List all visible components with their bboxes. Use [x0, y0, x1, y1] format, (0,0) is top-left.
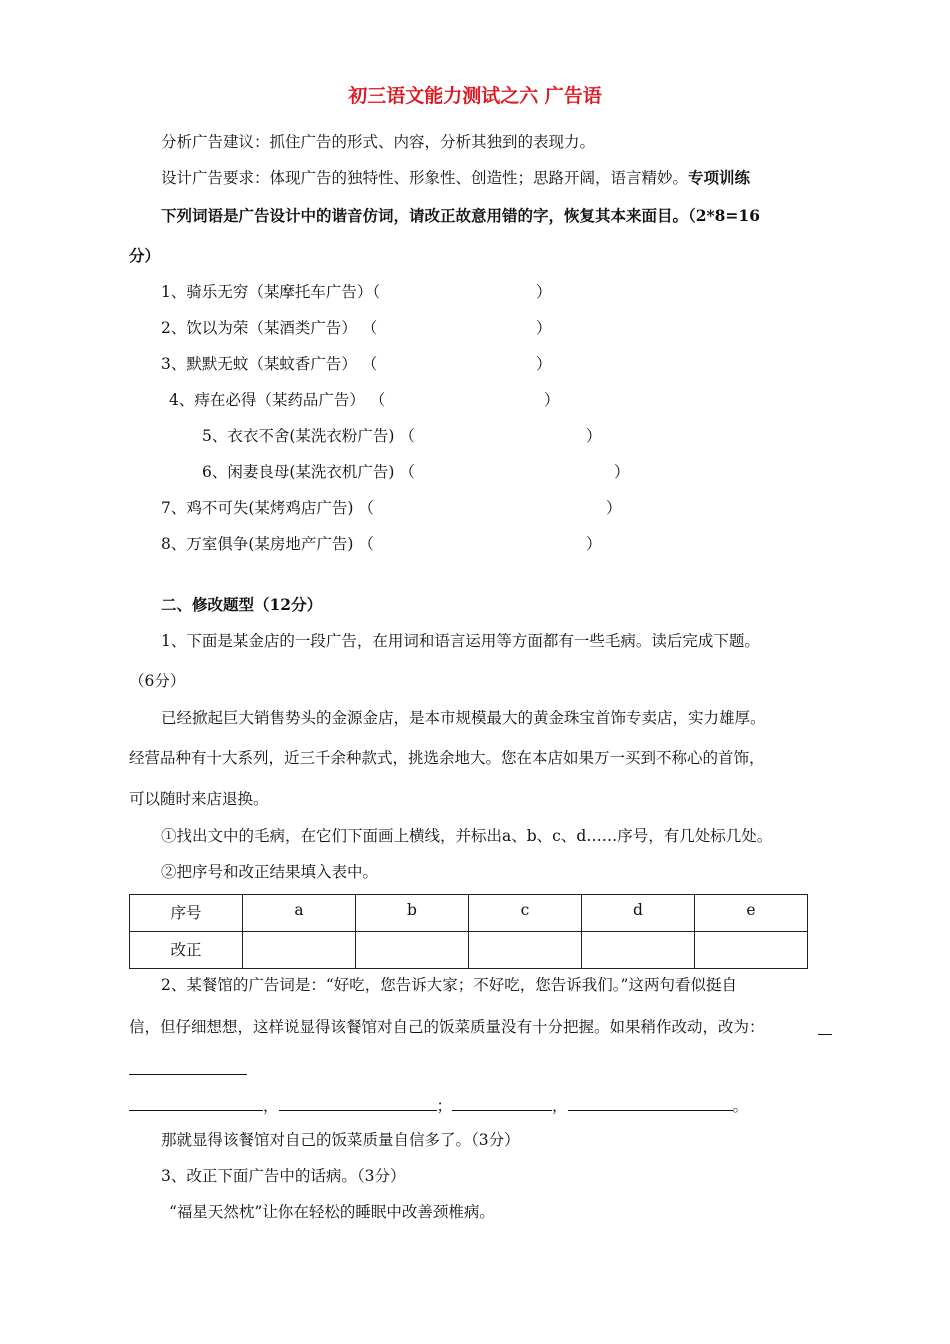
item-1: 1、骑乐无穷（某摩托车广告）（ — [161, 283, 381, 301]
item-8-close: ） — [586, 535, 602, 553]
punct: ， — [263, 1097, 279, 1115]
answer-cell[interactable] — [582, 932, 695, 969]
q2-prompt-cont: 信，但仔细想想，这样说显得该餐馆对自己的饭菜质量没有十分把握。如果稍作改动，改为： — [129, 1018, 765, 1036]
table-row — [130, 895, 808, 932]
q1-points: （6分） — [129, 672, 186, 690]
item-3-close: ） — [536, 355, 552, 373]
task-1: ①找出文中的毛病，在它们下面画上横线，并标出a、b、c、d……序号，有几处标几处。 — [161, 827, 773, 845]
q1-prompt: 1、下面是某金店的一段广告，在用词和语言运用等方面都有一些毛病。读后完成下题。 — [161, 632, 760, 650]
answer-blank[interactable] — [129, 1096, 263, 1111]
q2-answer-line — [129, 1096, 748, 1116]
section1-instruction: 下列词语是广告设计中的谐音仿词，请改正故意用错的字，恢复其本来面目。（2*8=16 — [161, 206, 760, 225]
item-7: 7、鸡不可失(某烤鸡店广告) （ — [161, 499, 374, 517]
table-header-cell: 序号 — [130, 895, 243, 932]
item-8: 8、万室俱争(某房地产广告) （ — [161, 535, 374, 553]
answer-blank[interactable] — [129, 1073, 247, 1075]
table-header-cell: c — [469, 895, 582, 932]
item-4-close: ） — [544, 391, 560, 409]
answer-cell[interactable] — [243, 932, 356, 969]
table-header-cell: a — [243, 895, 356, 932]
answer-cell[interactable] — [469, 932, 582, 969]
ad-passage-line1: 已经掀起巨大销售势头的金源金店，是本市规模最大的黄金珠宝首饰专卖店，实力雄厚。 — [161, 709, 766, 727]
training-heading: 专项训练 — [688, 168, 751, 187]
item-1-close: ） — [536, 283, 552, 301]
item-7-close: ） — [606, 499, 622, 517]
punct: 。 — [732, 1097, 749, 1115]
answer-blank[interactable] — [452, 1096, 552, 1111]
item-6-close: ） — [614, 463, 630, 481]
answer-blank[interactable] — [279, 1096, 437, 1111]
answer-cell[interactable] — [695, 932, 808, 969]
item-4: 4、痔在必得（某药品广告） （ — [169, 391, 386, 409]
punct: ， — [552, 1097, 568, 1115]
answer-blank[interactable] — [568, 1096, 733, 1111]
ad-passage-line2: 经营品种有十大系列，近三千余种款式，挑选余地大。您在本店如果万一买到不称心的首饰， — [129, 749, 765, 767]
item-2-close: ） — [536, 319, 552, 337]
q3-ad-text: “福星天然枕”让你在轻松的睡眠中改善颈椎病。 — [169, 1203, 495, 1221]
table-header-cell: e — [695, 895, 808, 932]
q2-prompt: 2、某餐馆的广告词是：“好吃，您告诉大家；不好吃，您告诉我们。”这两句看似挺自 — [161, 976, 737, 994]
page-title: 初三语文能力测试之六 广告语 — [348, 85, 602, 107]
punct: ； — [436, 1097, 453, 1115]
analysis-advice: 分析广告建议：抓住广告的形式、内容，分析其独到的表现力。 — [161, 133, 596, 151]
q3-prompt: 3、改正下面广告中的话病。（3分） — [161, 1167, 406, 1185]
task-2: ②把序号和改正结果填入表中。 — [161, 863, 379, 881]
ad-passage-line3: 可以随时来店退换。 — [129, 790, 269, 808]
item-5: 5、衣衣不舍(某洗衣粉广告) （ — [202, 427, 415, 445]
table-header-cell: d — [582, 895, 695, 932]
answer-table — [129, 894, 808, 969]
answer-blank[interactable] — [818, 1033, 832, 1035]
table-header-cell: b — [356, 895, 469, 932]
item-6: 6、闲妻良母(某洗衣机广告) （ — [202, 463, 415, 481]
q2-conclusion: 那就显得该餐馆对自己的饭菜质量自信多了。（3分） — [161, 1131, 520, 1149]
design-requirements — [161, 168, 750, 188]
item-2: 2、饮以为荣（某酒类广告） （ — [161, 319, 378, 337]
table-cell: 改正 — [130, 932, 243, 969]
table-row — [130, 932, 808, 969]
design-text: 设计广告要求：体现广告的独特性、形象性、创造性；思路开阔，语言精妙。 — [161, 169, 689, 187]
answer-cell[interactable] — [356, 932, 469, 969]
section1-instruction-cont: 分） — [129, 246, 161, 265]
section2-heading: 二、修改题型（12分） — [161, 595, 323, 614]
item-5-close: ） — [586, 427, 602, 445]
item-3: 3、默默无蚊（某蚊香广告） （ — [161, 355, 378, 373]
